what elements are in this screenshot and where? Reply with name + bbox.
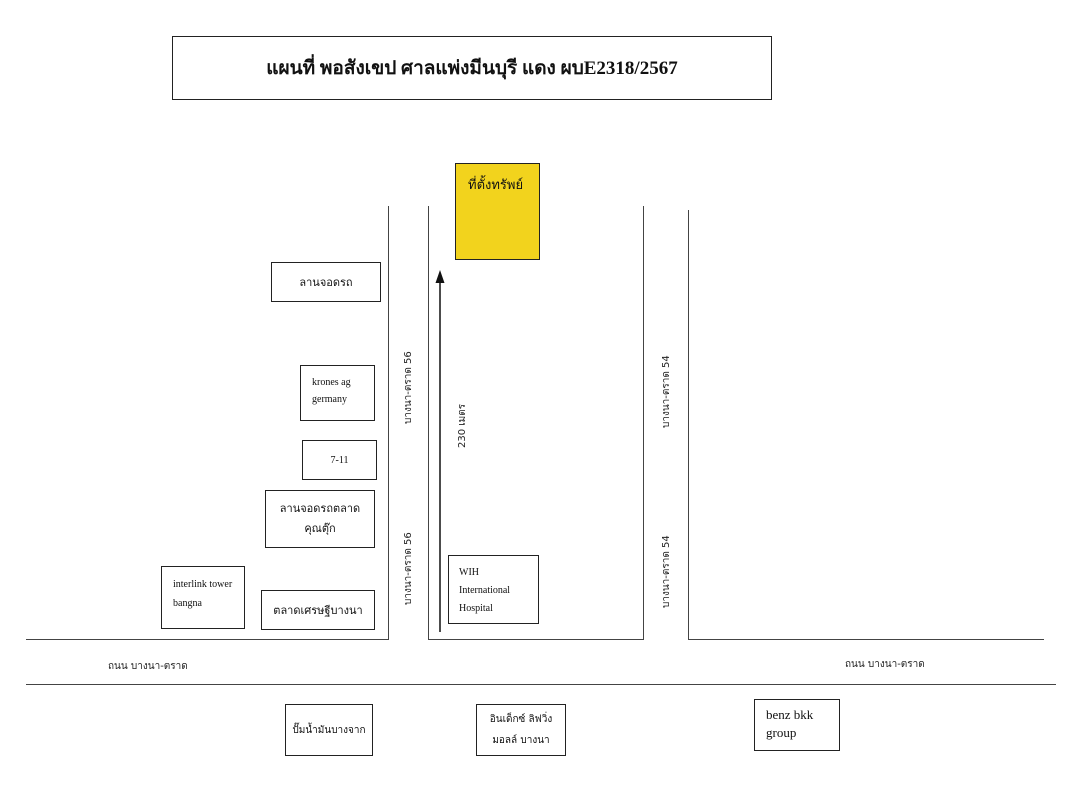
interlink-tower-building: [161, 566, 245, 629]
wih-label-line1: WIH: [459, 567, 479, 578]
main-road-label-left: ถนน บางนา-ตราด: [108, 661, 188, 672]
soi-56-label-bottom: บางนา-ตราด 56: [403, 532, 414, 605]
bangchak-gas-station: [285, 704, 373, 756]
benz-label-line1: benz bkk: [766, 707, 814, 722]
map-title: แผนที่ พอสังเขป ศาลแพ่งมีนบุรี แดง ผบE2318/2567: [266, 58, 678, 79]
krones-label-line1: krones ag: [312, 377, 351, 388]
index-label-line2: มอลล์ บางนา: [492, 735, 550, 746]
market-label: ตลาดเศรษฐีบางนา: [273, 604, 363, 617]
krones-ag-building: [300, 365, 375, 421]
setthi-bangna-market: [261, 590, 375, 630]
market-parking-label-line1: ลานจอดรถตลาด: [279, 502, 361, 516]
index-living-mall: [476, 704, 566, 756]
seven-eleven-label: 7-11: [330, 454, 349, 466]
index-label-line1: อินเด็กซ์ ลิฟวิ่ง: [489, 714, 553, 725]
main-road-label-right: ถนน บางนา-ตราด: [845, 659, 925, 670]
market-parking-lot: [265, 490, 375, 548]
parking-lot-label: ลานจอดรถ: [299, 276, 353, 289]
parking-lot: [271, 262, 381, 302]
market-parking-label-line2: คุณตุ๊ก: [304, 522, 336, 535]
wih-label-line3: Hospital: [459, 603, 493, 614]
soi-56-label-top: บางนา-ตราด 56: [403, 351, 414, 424]
krones-label-line2: germany: [312, 394, 347, 405]
seven-eleven-store: [302, 440, 377, 480]
interlink-label-line1: interlink tower: [173, 579, 233, 590]
target-property-label: ที่ตั้งทรัพย์: [468, 178, 524, 193]
soi-54-label-bottom: บางนา-ตราด 54: [661, 535, 672, 608]
wih-international-hospital: [448, 555, 539, 624]
benz-bkk-group: [754, 699, 840, 751]
target-property-marker: [455, 163, 540, 260]
benz-label-line2: group: [766, 725, 797, 741]
interlink-label-line2: bangna: [173, 598, 202, 609]
soi-54-label-top: บางนา-ตราด 54: [661, 355, 672, 428]
gas-station-label: ปั๊มน้ำมันบางจาก: [292, 724, 366, 736]
wih-label-line2: International: [459, 585, 511, 596]
distance-label: 230 เมตร: [457, 403, 468, 448]
